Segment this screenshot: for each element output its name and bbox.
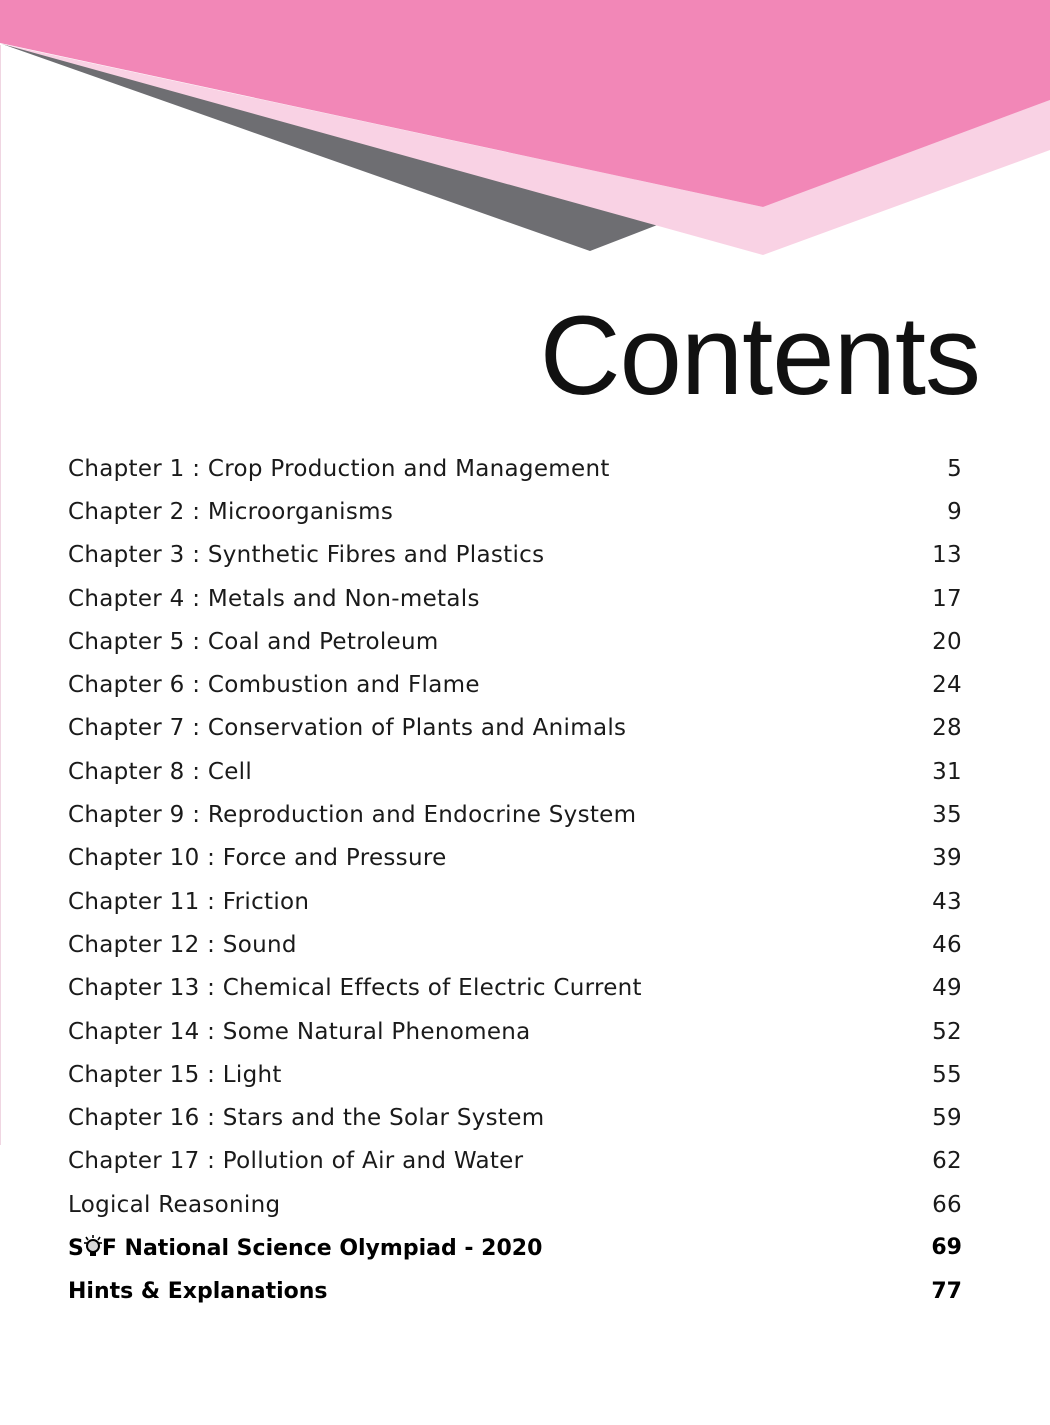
- toc-entry-page: 43: [932, 888, 962, 915]
- toc-entry-page: 39: [932, 845, 962, 872]
- toc-entry[interactable]: [68, 534, 962, 577]
- toc-entry-label: Chapter 14 : Some Natural Phenomena: [68, 1018, 531, 1045]
- toc-entry-label: Chapter 16 : Stars and the Solar System: [68, 1105, 545, 1132]
- toc-entry-page: 66: [932, 1191, 962, 1218]
- toc-entry-label: Chapter 10 : Force and Pressure: [68, 845, 447, 872]
- toc-entry-page: 55: [932, 1061, 962, 1088]
- toc-entry-page: 49: [932, 975, 962, 1002]
- toc-entry[interactable]: [68, 750, 962, 793]
- table-of-contents: [68, 447, 962, 1313]
- toc-entry-page: 17: [932, 585, 962, 612]
- toc-entry-page: 52: [932, 1018, 962, 1045]
- toc-entry-label: Logical Reasoning: [68, 1191, 281, 1218]
- toc-entry-label: Hints & Explanations: [68, 1278, 328, 1304]
- toc-entry[interactable]: [68, 620, 962, 663]
- header-banner: [0, 0, 1050, 270]
- toc-entry[interactable]: [68, 663, 962, 706]
- page-edge-line: [0, 45, 1, 1145]
- sof-bulb-logo-icon: [84, 1235, 102, 1257]
- toc-entry-olympiad[interactable]: [68, 1226, 962, 1269]
- toc-entry-page: 46: [932, 931, 962, 958]
- toc-entry-label: S F National Science Olympiad - 2020: [68, 1235, 543, 1261]
- toc-entry-label: Chapter 5 : Coal and Petroleum: [68, 628, 439, 655]
- toc-entry[interactable]: [68, 793, 962, 836]
- toc-entry-label: Chapter 8 : Cell: [68, 758, 253, 785]
- toc-entry-label: Chapter 4 : Metals and Non-metals: [68, 585, 480, 612]
- toc-entry-label: Chapter 11 : Friction: [68, 888, 310, 915]
- toc-entry[interactable]: [68, 1140, 962, 1183]
- toc-entry-page: 28: [932, 715, 962, 742]
- toc-entry[interactable]: [68, 967, 962, 1010]
- toc-entry-page: 5: [947, 455, 962, 482]
- toc-entry-page: 20: [932, 628, 962, 655]
- toc-entry-page: 13: [932, 542, 962, 569]
- toc-entry-label: Chapter 6 : Combustion and Flame: [68, 672, 480, 699]
- toc-entry[interactable]: [68, 447, 962, 490]
- toc-entry[interactable]: [68, 1183, 962, 1226]
- toc-entry[interactable]: [68, 1053, 962, 1096]
- toc-entry-label: Chapter 9 : Reproduction and Endocrine System: [68, 802, 637, 829]
- toc-entry[interactable]: [68, 837, 962, 880]
- toc-entry-page: 69: [931, 1235, 962, 1261]
- toc-entry-hints[interactable]: [68, 1270, 962, 1313]
- toc-entry-label: Chapter 13 : Chemical Effects of Electric Current: [68, 975, 642, 1002]
- toc-entry-page: 31: [932, 758, 962, 785]
- toc-entry-page: 62: [932, 1148, 962, 1175]
- toc-entry[interactable]: [68, 707, 962, 750]
- toc-entry-page: 59: [932, 1105, 962, 1132]
- toc-entry-label: Chapter 17 : Pollution of Air and Water: [68, 1148, 524, 1175]
- toc-entry-label: Chapter 15 : Light: [68, 1061, 282, 1088]
- toc-entry-page: 9: [947, 498, 962, 525]
- toc-entry-label: Chapter 7 : Conservation of Plants and Animals: [68, 715, 627, 742]
- toc-entry[interactable]: [68, 1010, 962, 1053]
- toc-entry-page: 77: [931, 1278, 962, 1304]
- toc-entry-label: Chapter 3 : Synthetic Fibres and Plastics: [68, 542, 545, 569]
- page-title: Contents: [539, 293, 980, 418]
- toc-entry-label: Chapter 12 : Sound: [68, 931, 297, 958]
- toc-entry-label: Chapter 1 : Crop Production and Management: [68, 455, 610, 482]
- toc-entry[interactable]: [68, 490, 962, 533]
- toc-entry-page: 24: [932, 672, 962, 699]
- toc-entry[interactable]: [68, 880, 962, 923]
- toc-entry[interactable]: [68, 577, 962, 620]
- toc-entry-page: 35: [932, 802, 962, 829]
- toc-entry[interactable]: [68, 1096, 962, 1139]
- toc-entry-label: Chapter 2 : Microorganisms: [68, 498, 394, 525]
- toc-entry[interactable]: [68, 923, 962, 966]
